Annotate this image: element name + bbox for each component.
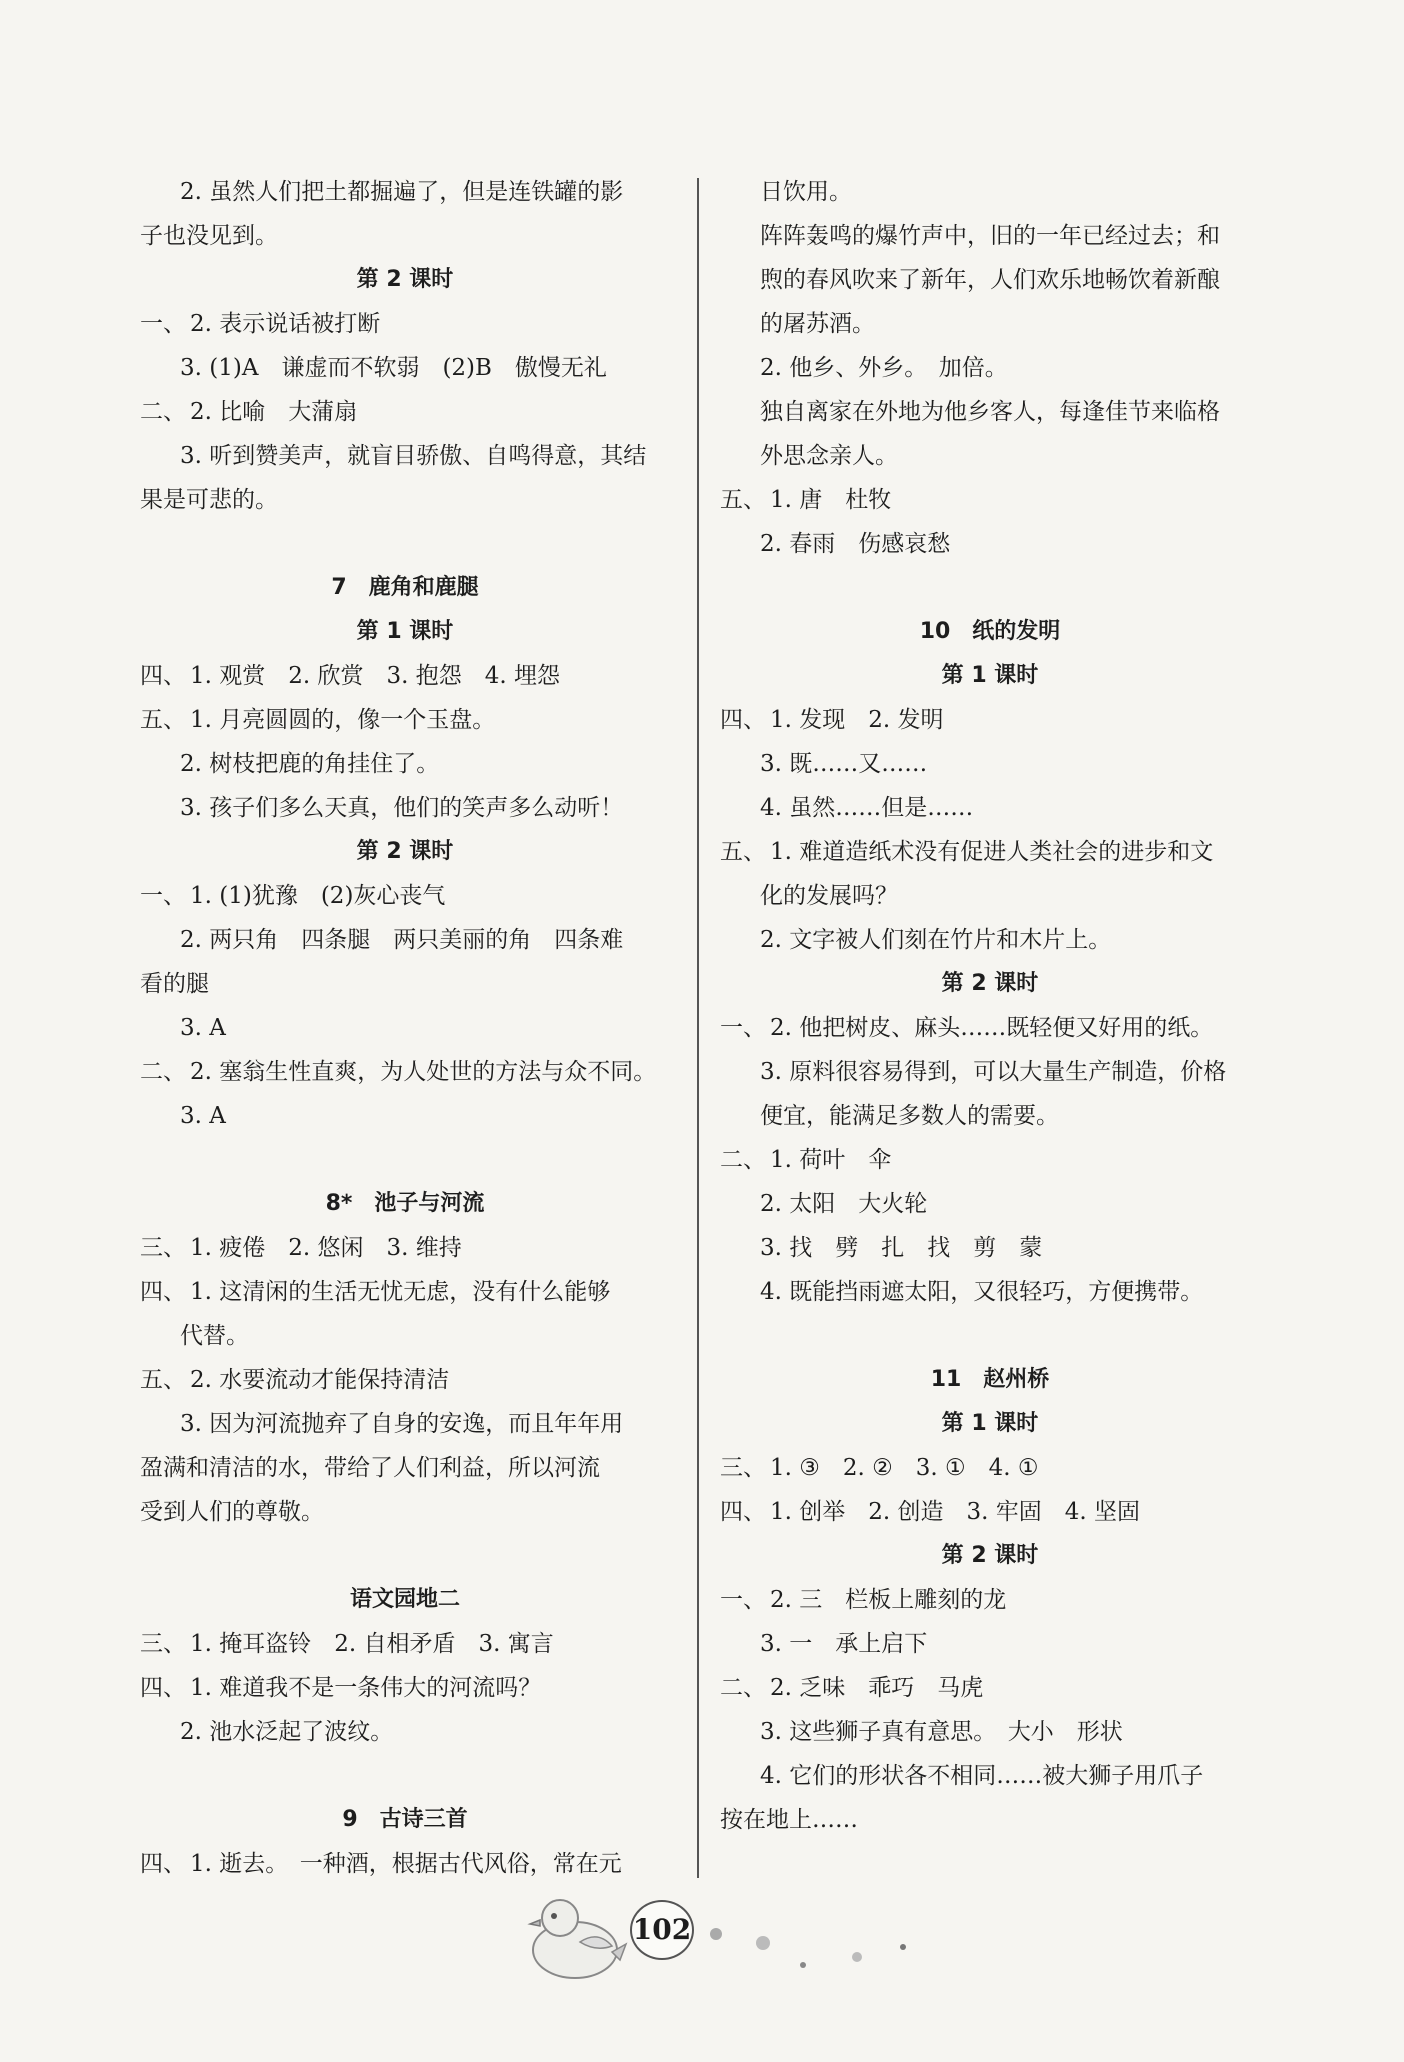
- section-gap: [140, 522, 670, 566]
- question-label: 二、: [720, 1147, 766, 1173]
- question-label: 四、: [140, 1279, 186, 1305]
- lesson-title: 8* 池子与河流: [325, 1191, 485, 1216]
- answer-line: [140, 346, 670, 390]
- page-footer: [0, 1880, 1404, 2020]
- answer-line: [140, 478, 670, 522]
- answer-text: 3. 孩子们多么天真，他们的笑声多么动听！: [180, 795, 624, 821]
- answer-line: [140, 742, 670, 786]
- section-gap: [140, 1754, 670, 1798]
- question-label: 五、: [140, 707, 186, 733]
- lesson-title: 9 古诗三首: [342, 1807, 468, 1832]
- answer-line: [720, 1446, 1260, 1490]
- answer-line: [720, 874, 1260, 918]
- answer-text: 2. 太阳 大火轮: [760, 1191, 928, 1217]
- answer-line: [720, 1622, 1260, 1666]
- answer-text: 1. 难道我不是一条伟大的河流吗？: [190, 1675, 542, 1701]
- answer-text: 便宜，能满足多数人的需要。: [760, 1103, 1059, 1129]
- answer-text: 盈满和清洁的水，带给了人们利益，所以河流: [140, 1455, 600, 1481]
- answer-line: [140, 786, 670, 830]
- answer-line: [720, 786, 1260, 830]
- answer-text: 4. 它们的形状各不相同……被大狮子用爪子: [760, 1763, 1204, 1789]
- answer-text: 3. 既……又……: [760, 751, 928, 777]
- answer-text: 3. 一 承上启下: [760, 1631, 928, 1657]
- question-label: 四、: [140, 663, 186, 689]
- lesson-period: 第 1 课时: [356, 619, 454, 644]
- answer-line: [720, 1094, 1260, 1138]
- lesson-period: 第 2 课时: [941, 971, 1039, 996]
- answer-line: [720, 1270, 1260, 1314]
- lesson-period: 第 2 课时: [356, 267, 454, 292]
- answer-line: [720, 1226, 1260, 1270]
- answer-text: 日饮用。: [760, 179, 852, 205]
- question-label: 三、: [140, 1631, 186, 1657]
- answer-text: 1. ③ 2. ② 3. ① 4. ①: [770, 1455, 1039, 1481]
- answer-line: [720, 1182, 1260, 1226]
- answer-text: 2. 比喻 大蒲扇: [190, 399, 358, 425]
- answer-line: [720, 434, 1260, 478]
- answer-text: 受到人们的尊敬。: [140, 1499, 324, 1525]
- answer-line: [140, 1050, 670, 1094]
- question-label: 四、: [720, 1499, 766, 1525]
- answer-text: 3. 找 劈 扎 找 剪 蒙: [760, 1235, 1043, 1261]
- question-label: 四、: [140, 1675, 186, 1701]
- lesson-period: 第 2 课时: [941, 1543, 1039, 1568]
- answer-text: 2. 水要流动才能保持清洁: [190, 1367, 450, 1393]
- answer-line: [720, 1666, 1260, 1710]
- section-gap: [720, 566, 1260, 610]
- answer-text: 3. 原料很容易得到，可以大量生产制造，价格: [760, 1059, 1227, 1085]
- answer-text: 1. 逝去。 一种酒，根据古代风俗，常在元: [190, 1851, 622, 1877]
- decor-dot: [756, 1936, 770, 1950]
- answer-text: 阵阵轰鸣的爆竹声中，旧的一年已经过去；和: [760, 223, 1220, 249]
- answer-line: [720, 522, 1260, 566]
- answer-line: [720, 346, 1260, 390]
- answer-text: 1. 创举 2. 创造 3. 牢固 4. 坚固: [770, 1499, 1141, 1525]
- decor-dot: [900, 1944, 906, 1950]
- answer-text: 1. 发现 2. 发明: [770, 707, 944, 733]
- answer-line: [720, 1050, 1260, 1094]
- answer-text: 化的发展吗？: [760, 883, 898, 909]
- question-label: 五、: [720, 487, 766, 513]
- answer-line: [720, 1798, 1260, 1842]
- answer-text: 1. 观赏 2. 欣赏 3. 抱怨 4. 埋怨: [190, 663, 561, 689]
- answer-line: [140, 874, 670, 918]
- answer-text: 3. A: [180, 1103, 226, 1129]
- answer-text: 1. 难道造纸术没有促进人类社会的进步和文: [770, 839, 1214, 865]
- answer-line: [720, 918, 1260, 962]
- answer-line: [140, 1666, 670, 1710]
- question-label: 一、: [720, 1015, 766, 1041]
- left-column: [140, 170, 670, 1886]
- answer-text: 外思念亲人。: [760, 443, 898, 469]
- question-label: 一、: [140, 883, 186, 909]
- answer-text: 2. 树枝把鹿的角挂住了。: [180, 751, 440, 777]
- answer-line: [720, 1006, 1260, 1050]
- answer-text: 1. 荷叶 伞: [770, 1147, 892, 1173]
- answer-text: 1. 疲倦 2. 悠闲 3. 维持: [190, 1235, 462, 1261]
- answer-line: [720, 258, 1260, 302]
- lesson-period: 第 1 课时: [941, 1411, 1039, 1436]
- answer-line: [140, 1358, 670, 1402]
- answer-text: 1. (1)犹豫 (2)灰心丧气: [190, 883, 446, 909]
- answer-text: 3. (1)A 谦虚而不软弱 (2)B 傲慢无礼: [180, 355, 607, 381]
- page-number: 102: [630, 1900, 694, 1960]
- answer-text: 2. 表示说话被打断: [190, 311, 381, 337]
- answer-line: [720, 1138, 1260, 1182]
- answer-text: 3. 因为河流抛弃了自身的安逸，而且年年用: [180, 1411, 624, 1437]
- answer-line: [140, 1402, 670, 1446]
- answer-line: [720, 390, 1260, 434]
- answer-text: 2. 文字被人们刻在竹片和木片上。: [760, 927, 1112, 953]
- answer-text: 2. 三 栏板上雕刻的龙: [770, 1587, 1007, 1613]
- answer-line: [720, 478, 1260, 522]
- answer-line: [720, 742, 1260, 786]
- answer-line: [720, 214, 1260, 258]
- answer-line: [140, 1270, 670, 1314]
- answer-text: 2. 他把树皮、麻头……既轻便又好用的纸。: [770, 1015, 1214, 1041]
- answer-text: 3. 这些狮子真有意思。 大小 形状: [760, 1719, 1123, 1745]
- answer-line: [140, 214, 670, 258]
- answer-text: 看的腿: [140, 971, 209, 997]
- lesson-title: 11 赵州桥: [930, 1367, 1050, 1392]
- answer-text: 1. 掩耳盗铃 2. 自相矛盾 3. 寓言: [190, 1631, 554, 1657]
- answer-line: [720, 1578, 1260, 1622]
- section-gap: [720, 1314, 1260, 1358]
- answer-line: [140, 1226, 670, 1270]
- answer-line: [140, 390, 670, 434]
- lesson-period: 第 2 课时: [356, 839, 454, 864]
- question-label: 四、: [140, 1851, 186, 1877]
- answer-line: [140, 698, 670, 742]
- answer-text: 代替。: [180, 1323, 249, 1349]
- answer-line: [140, 1490, 670, 1534]
- right-column: [720, 170, 1260, 1842]
- section-gap: [140, 1534, 670, 1578]
- question-label: 一、: [720, 1587, 766, 1613]
- question-label: 四、: [720, 707, 766, 733]
- question-label: 二、: [140, 399, 186, 425]
- section-gap: [140, 1138, 670, 1182]
- answer-text: 按在地上……: [720, 1807, 858, 1833]
- answer-line: [140, 654, 670, 698]
- lesson-title: 7 鹿角和鹿腿: [331, 575, 479, 600]
- answer-text: 2. 两只角 四条腿 两只美丽的角 四条难: [180, 927, 624, 953]
- lesson-title: 语文园地二: [349, 1587, 460, 1612]
- question-label: 五、: [720, 839, 766, 865]
- answer-line: [140, 170, 670, 214]
- question-label: 五、: [140, 1367, 186, 1393]
- question-label: 三、: [720, 1455, 766, 1481]
- question-label: 一、: [140, 311, 186, 337]
- column-divider: [697, 178, 699, 1878]
- answer-line: [720, 1754, 1260, 1798]
- answer-line: [140, 302, 670, 346]
- decor-dot: [710, 1928, 722, 1940]
- lesson-period: 第 1 课时: [941, 663, 1039, 688]
- decor-dot: [800, 1962, 806, 1968]
- answer-line: [140, 962, 670, 1006]
- answer-line: [140, 434, 670, 478]
- answer-text: 2. 塞翁生性直爽，为人处世的方法与众不同。: [190, 1059, 657, 1085]
- answer-text: 1. 月亮圆圆的，像一个玉盘。: [190, 707, 496, 733]
- bird-icon: [520, 1890, 630, 1990]
- answer-text: 的屠苏酒。: [760, 311, 875, 337]
- answer-text: 煦的春风吹来了新年，人们欢乐地畅饮着新酿: [760, 267, 1220, 293]
- answer-line: [140, 1710, 670, 1754]
- answer-text: 1. 唐 杜牧: [770, 487, 892, 513]
- answer-line: [720, 830, 1260, 874]
- answer-line: [720, 170, 1260, 214]
- answer-text: 3. 听到赞美声，就盲目骄傲、自鸣得意，其结: [180, 443, 647, 469]
- question-label: 二、: [140, 1059, 186, 1085]
- answer-text: 4. 虽然……但是……: [760, 795, 974, 821]
- answer-line: [140, 918, 670, 962]
- answer-text: 2. 春雨 伤感哀愁: [760, 531, 951, 557]
- answer-line: [720, 1490, 1260, 1534]
- question-label: 二、: [720, 1675, 766, 1701]
- answer-line: [140, 1622, 670, 1666]
- answer-line: [720, 698, 1260, 742]
- answer-line: [140, 1446, 670, 1490]
- answer-line: [140, 1094, 670, 1138]
- answer-line: [720, 1710, 1260, 1754]
- answer-text: 4. 既能挡雨遮太阳，又很轻巧，方便携带。: [760, 1279, 1204, 1305]
- answer-text: 2. 池水泛起了波纹。: [180, 1719, 394, 1745]
- lesson-title: 10 纸的发明: [919, 619, 1061, 644]
- answer-line: [720, 302, 1260, 346]
- answer-text: 果是可悲的。: [140, 487, 278, 513]
- answer-text: 子也没见到。: [140, 223, 278, 249]
- answer-text: 2. 虽然人们把土都掘遍了，但是连铁罐的影: [180, 179, 624, 205]
- answer-line: [140, 1314, 670, 1358]
- answer-text: 1. 这清闲的生活无忧无虑，没有什么能够: [190, 1279, 611, 1305]
- answer-text: 3. A: [180, 1015, 226, 1041]
- answer-line: [140, 1006, 670, 1050]
- question-label: 三、: [140, 1235, 186, 1261]
- answer-text: 2. 乏味 乖巧 马虎: [770, 1675, 984, 1701]
- answer-text: 2. 他乡、外乡。 加倍。: [760, 355, 1008, 381]
- answer-text: 独自离家在外地为他乡客人，每逢佳节来临格: [760, 399, 1220, 425]
- decor-dot: [852, 1952, 862, 1962]
